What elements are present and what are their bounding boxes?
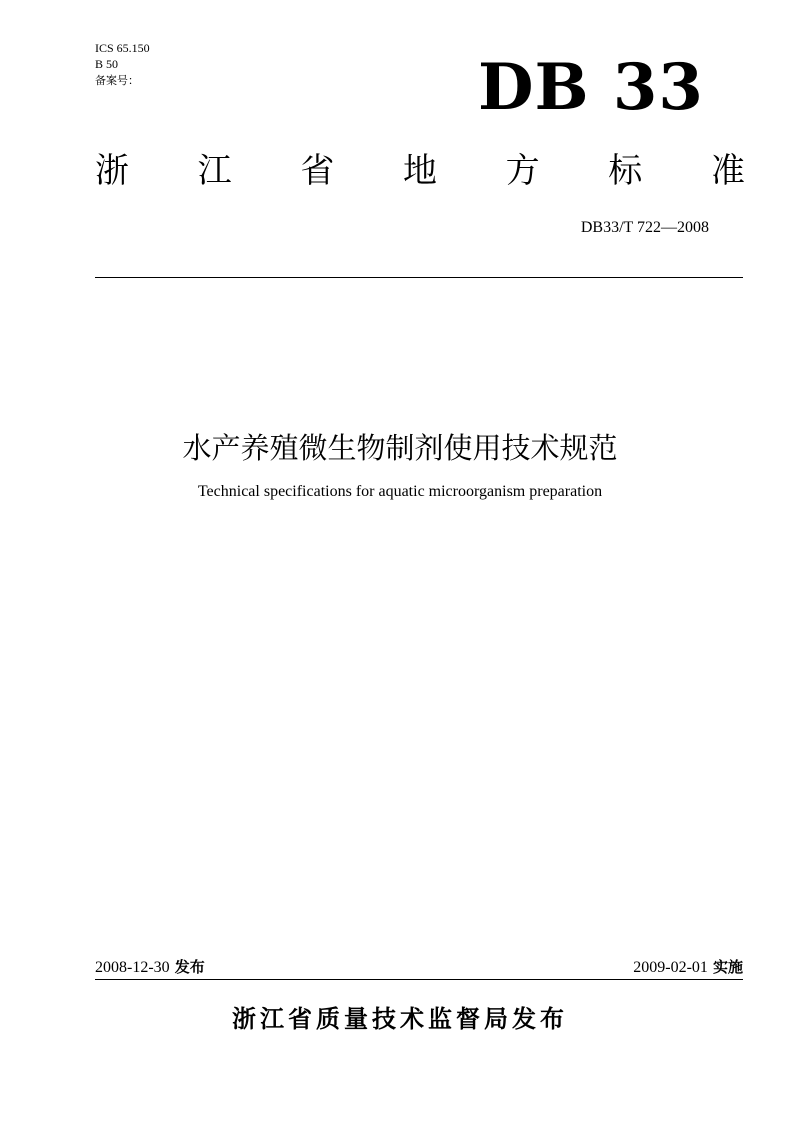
standard-type-char: 准: [710, 151, 745, 191]
header-divider: [95, 277, 743, 278]
standard-type-char: 省: [300, 151, 335, 191]
standard-type-char: 江: [197, 151, 232, 191]
title-english: Technical specifications for aquatic microorganism preparation: [197, 483, 603, 500]
standard-type-char: 浙: [95, 151, 129, 191]
footer-divider: [95, 979, 743, 980]
issue-date: 2008-12-30: [95, 959, 170, 976]
standard-type-char: 地: [402, 151, 437, 191]
publisher: 浙江省质量技术监督局发布: [232, 1005, 568, 1033]
standard-code: DB33/T 722—2008: [580, 219, 709, 236]
title-chinese: 水产养殖微生物制剂使用技术规范: [182, 431, 618, 465]
standard-type-char: 标: [608, 151, 643, 191]
standard-type-heading: [95, 146, 745, 196]
issue-date-block: [95, 957, 205, 978]
record-number-label: 备案号：: [95, 74, 139, 87]
standard-type-char: 方: [505, 151, 540, 191]
ics-code: ICS 65.150: [95, 41, 150, 55]
ccs-code: B 50: [95, 57, 119, 71]
issue-label: 发布: [174, 958, 205, 976]
implement-label: 实施: [712, 958, 743, 976]
db33-logo: DB 33: [478, 50, 704, 125]
implement-date: 2009-02-01: [633, 959, 708, 976]
implement-date-block: [560, 957, 743, 978]
